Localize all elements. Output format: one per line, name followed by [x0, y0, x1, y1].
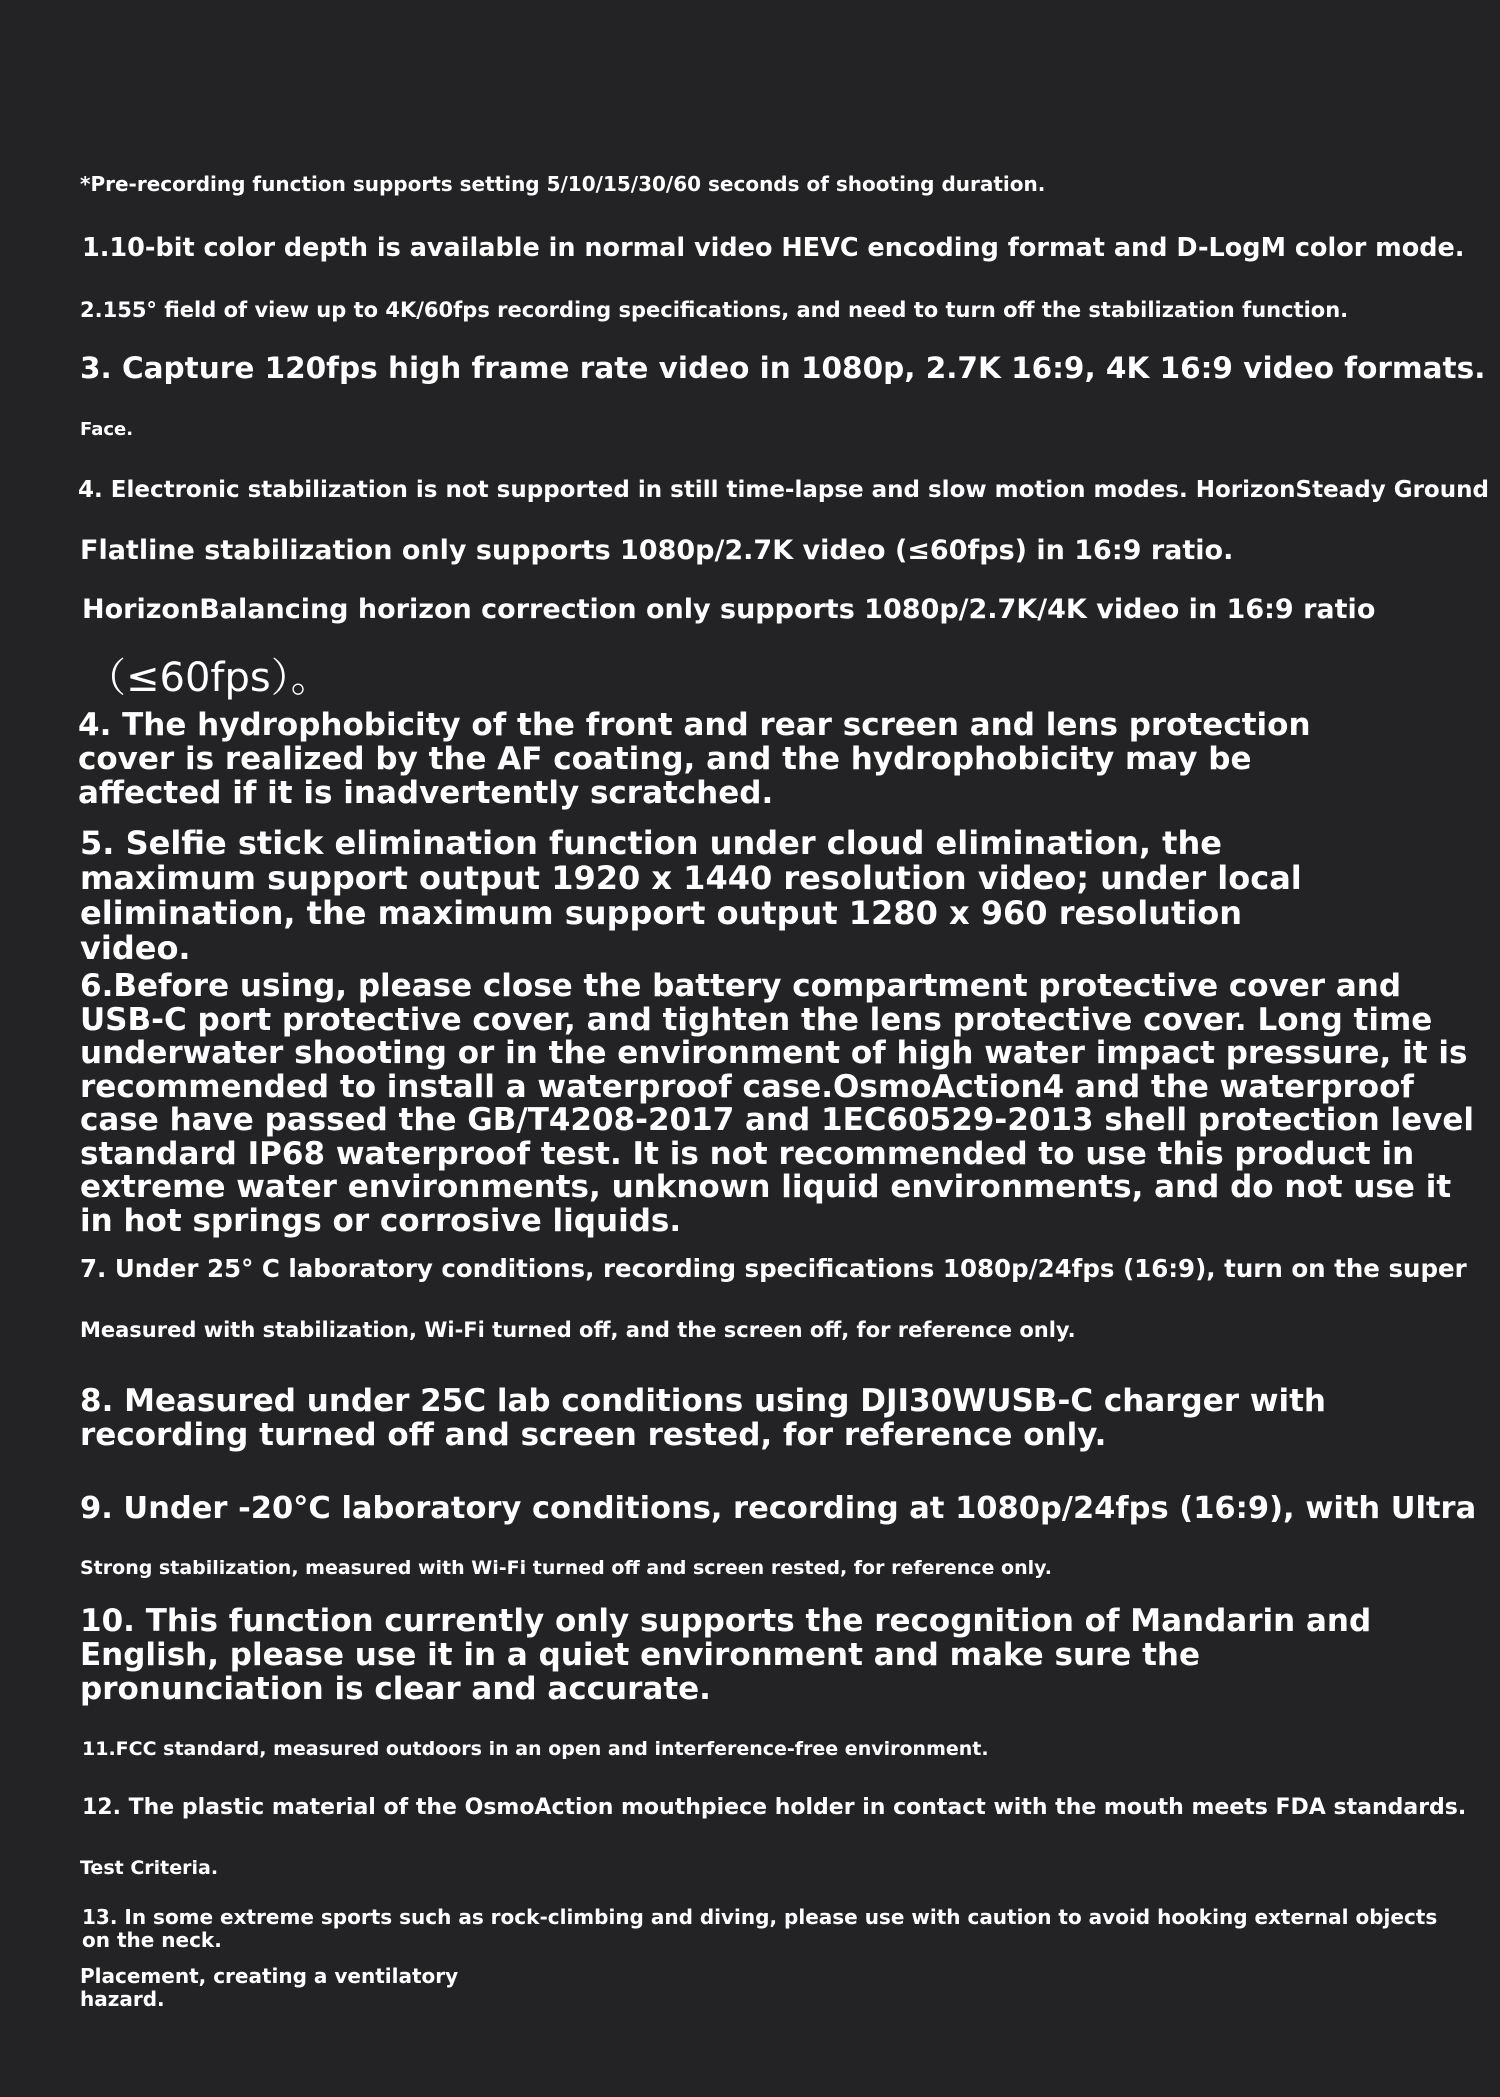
footnote-11: 11.FCC standard, measured outdoors in an open and interference-free environment. — [82, 1738, 989, 1760]
test-criteria-note: Test Criteria. — [80, 1857, 219, 1879]
footnote-4b: 4. The hydrophobicity of the front and rear screen and lens protection cover is realized by the AF coating, and the hydrophobicity may be affected if it is inadvertently scratched. — [78, 707, 1311, 811]
face-note: Face. — [80, 419, 134, 440]
footnote-4a-line-3: HorizonBalancing horizon correction only supports 1080p/2.7K/4K video in 16:9 ratio — [82, 594, 1376, 625]
footnote-13-line-1: 13. In some extreme sports such as rock-climbing and diving, please use with caution to avoid hooking external objects — [82, 1905, 1438, 1929]
footnote-13-line-4: hazard. — [80, 1987, 165, 2011]
footnote-6: 6.Before using, please close the battery compartment protective cover and USB-C port protective cover, and tighten the lens protective cover. Long time underwater shooting or in the environment of high water impact pressure, it is recommended to install a waterproof case.OsmoAction4 and the waterproof case have passed the GB/T4208-2017 and 1EC60529-2013 shell protection level standard IP68 waterproof test. It is not recommended to use this product in extreme water environments, unknown liquid environments, and do not use it in hot springs or corrosive liquids. — [80, 968, 1475, 1239]
footnote-10: 10. This function currently only supports the recognition of Mandarin and English, please use it in a quiet environment and make sure the pronunciation is clear and accurate. — [80, 1603, 1372, 1707]
prerecording-note: *Pre-recording function supports setting 5/10/15/30/60 seconds of shooting duration. — [80, 172, 1046, 196]
footnote-13-line-2: on the neck. — [82, 1928, 222, 1952]
footnote-5: 5. Selfie stick elimination function under cloud elimination, the maximum support output 1920 x 1440 resolution video; under local elimination, the maximum support output 1280 x 960 resolution video. — [80, 824, 1302, 967]
footnote-4a-line-2: Flatline stabilization only supports 1080p/2.7K video (≤60fps) in 16:9 ratio. — [80, 535, 1234, 566]
footnote-7-line-2: Measured with stabilization, Wi-Fi turned off, and the screen off, for reference only. — [80, 1318, 1076, 1342]
footnote-3: 3. Capture 120fps high frame rate video in 1080p, 2.7K 16:9, 4K 16:9 video formats. — [80, 351, 1486, 385]
footnote-2: 2.155° field of view up to 4K/60fps recording specifications, and need to turn off the stabilization function. — [80, 298, 1349, 322]
footnote-8: 8. Measured under 25C lab conditions using DJI30WUSB-C charger with recording turned off and screen rested, for reference only. — [80, 1383, 1326, 1453]
footnote-9-line-1: 9. Under -20°C laboratory conditions, recording at 1080p/24fps (16:9), with Ultra — [80, 1491, 1477, 1526]
footnote-4a-line-1: 4. Electronic stabilization is not supported in still time-lapse and slow motion modes. HorizonSteady Ground — [78, 477, 1489, 503]
footnote-13-line-3: Placement, creating a ventilatory — [80, 1964, 459, 1988]
footnote-4a-line-4: （≤60fps）。 — [86, 655, 331, 701]
footnote-9-line-2: Strong stabilization, measured with Wi-Fi turned off and screen rested, for reference only. — [80, 1557, 1052, 1579]
footnote-7-line-1: 7. Under 25° C laboratory conditions, recording specifications 1080p/24fps (16:9), turn on the super — [80, 1254, 1467, 1283]
footnote-12: 12. The plastic material of the OsmoAction mouthpiece holder in contact with the mouth meets FDA standards. — [82, 1795, 1467, 1820]
footnote-1: 1.10-bit color depth is available in normal video HEVC encoding format and D-LogM color mode. — [82, 233, 1465, 263]
